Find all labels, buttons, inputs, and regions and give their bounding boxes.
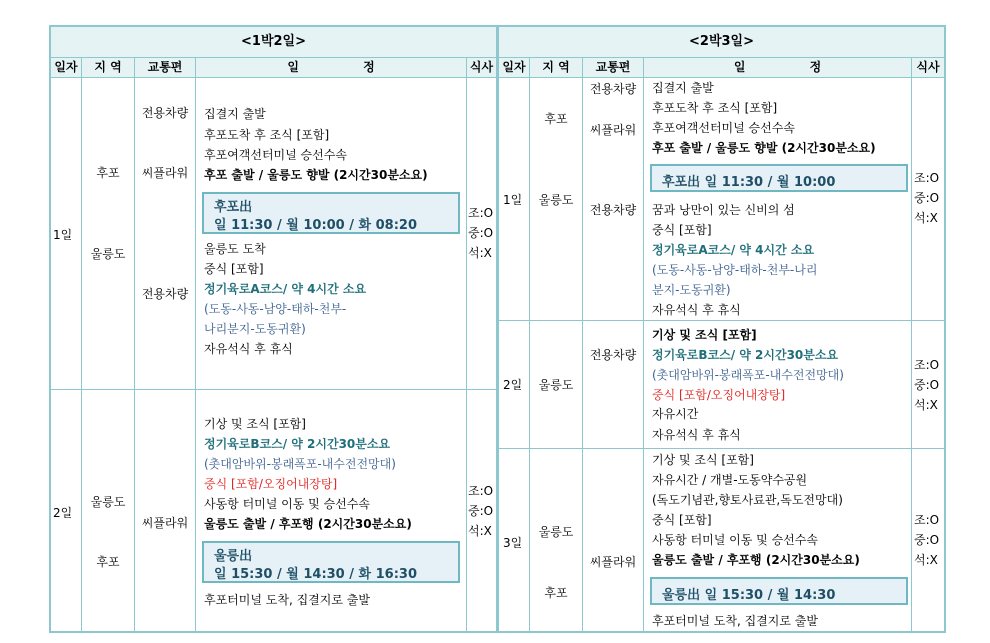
itinerary-line: 정기육로B코스/ 약 2시간30분소요 [652, 348, 839, 362]
itinerary-line: 분지-도동귀환) [652, 283, 731, 297]
meal-label: 조:O [914, 171, 940, 185]
return-schedule-times: 일 15:30 / 월 14:30 / 화 16:30 [214, 567, 417, 582]
itinerary-line: 자유시간 [652, 407, 699, 421]
departure-schedule-title: 후포出 [214, 200, 253, 215]
region-label: 후포 [96, 555, 120, 569]
header-day: 일자 [499, 58, 529, 77]
meal-label: 석:X [468, 246, 492, 260]
itinerary-line: 집결지 출발 [652, 81, 714, 95]
transport-label: 전용차량 [589, 82, 637, 96]
itinerary-line: 집결지 출발 [204, 107, 266, 121]
meal-label: 석:X [914, 398, 938, 412]
divider [134, 58, 135, 631]
meal-label: 조:O [914, 358, 940, 372]
header-day: 일자 [51, 58, 81, 77]
divider [51, 389, 496, 390]
region-label: 울릉도 [538, 193, 574, 207]
departure-schedule-times: 후포出 일 11:30 / 월 10:00 [662, 175, 836, 190]
divider [499, 77, 944, 78]
itinerary-line: (도동-사동-남양-태하-천부-나리 [652, 263, 818, 277]
itinerary-line: 정기육로B코스/ 약 2시간30분소요 [204, 437, 391, 451]
meal-label: 석:X [914, 211, 938, 225]
divider [911, 58, 912, 631]
itinerary-line: 후포여객선터미널 승선수속 [652, 121, 795, 135]
region-label: 울릉도 [538, 378, 574, 392]
header-region: 지 역 [530, 58, 582, 77]
transport-label: 씨플라워 [589, 555, 637, 569]
itinerary-line: 중식 [포함] [204, 262, 264, 276]
meal-label: 중:O [468, 226, 494, 240]
itinerary-line: 사동항 터미널 이동 및 승선수속 [204, 497, 370, 511]
header-meal: 식사 [467, 58, 496, 77]
itinerary-line: 후포터미널 도착, 집결지로 출발 [204, 593, 370, 607]
meal-label: 중:O [914, 533, 940, 547]
region-label: 울릉도 [90, 247, 126, 261]
itinerary-line: 사동항 터미널 이동 및 승선수속 [652, 533, 818, 547]
region-label: 울릉도 [538, 525, 574, 539]
divider [499, 320, 944, 321]
header-itinerary: 일 정 [196, 58, 466, 77]
itinerary-line: 후포도착 후 조식 [포함] [652, 101, 778, 115]
meal-label: 조:O [468, 484, 494, 498]
itinerary-line: 자유석식 후 휴식 [652, 428, 741, 442]
itinerary-line: 나리분지-도동귀환) [204, 322, 306, 336]
meal-label: 조:O [914, 513, 940, 527]
divider [529, 58, 530, 631]
transport-label: 전용차량 [141, 287, 189, 301]
header-meal: 식사 [912, 58, 944, 77]
header-transport: 교통편 [583, 58, 643, 77]
transport-label: 전용차량 [141, 106, 189, 120]
departure-schedule-box [650, 164, 908, 192]
transport-label: 씨플라워 [141, 516, 189, 530]
left-table-title: <1박2일> [51, 27, 496, 57]
itinerary-line: 정기육로A코스/ 약 4시간 소요 [652, 243, 815, 257]
itinerary-line: 후포여객선터미널 승선수속 [204, 148, 347, 162]
itinerary-line: 중식 [포함] [652, 223, 712, 237]
divider [51, 77, 496, 78]
return-schedule-times: 울릉出 일 15:30 / 월 14:30 [662, 588, 836, 603]
itinerary-line: 후포 출발 / 울릉도 향발 (2시간30분소요) [652, 141, 876, 155]
itinerary-line: (독도기념관,향토사료관,독도전망대) [652, 493, 843, 507]
region-label: 후포 [544, 112, 568, 126]
itinerary-line: 울릉도 출발 / 후포행 (2시간30분소요) [204, 517, 412, 531]
meal-label: 석:X [914, 553, 938, 567]
meal-label: 중:O [468, 504, 494, 518]
itinerary-line: 후포터미널 도착, 집결지로 출발 [652, 614, 818, 628]
return-schedule-box [650, 577, 908, 605]
divider [499, 448, 944, 449]
region-label: 후포 [96, 166, 120, 180]
itinerary-line: (도동-사동-남양-태하-천부- [204, 302, 347, 316]
meal-label: 중:O [914, 191, 940, 205]
divider [195, 58, 196, 631]
return-schedule-box [202, 541, 460, 583]
itinerary-line: 기상 및 조식 [포함] [652, 453, 754, 467]
itinerary-line: 기상 및 조식 [포함] [204, 417, 306, 431]
divider [643, 58, 644, 631]
departure-schedule-times: 일 11:30 / 월 10:00 / 화 08:20 [214, 218, 417, 233]
itinerary-line: (촛대암바위-봉래폭포-내수전전망대) [204, 457, 396, 471]
itinerary-line: 자유석식 후 휴식 [652, 303, 741, 317]
meal-label: 조:O [468, 206, 494, 220]
day-label: 1일 [53, 228, 73, 242]
day-label: 3일 [503, 536, 523, 550]
meal-label: 석:X [468, 524, 492, 538]
right-table-title: <2박3일> [499, 27, 944, 57]
itinerary-line: 울릉도 도착 [204, 242, 266, 256]
day-label: 1일 [503, 193, 523, 207]
divider [582, 58, 583, 631]
transport-label: 씨플라워 [589, 123, 637, 137]
itinerary-line: 후포도착 후 조식 [포함] [204, 128, 330, 142]
itinerary-line: 중식 [포함/오징어내장탕] [204, 477, 338, 491]
departure-schedule-box [202, 192, 460, 234]
return-schedule-title: 울릉出 [214, 549, 253, 564]
itinerary-line: 중식 [포함/오징어내장탕] [652, 388, 786, 402]
itinerary-line: 꿈과 낭만이 있는 신비의 섬 [652, 203, 795, 217]
transport-label: 전용차량 [589, 348, 637, 362]
itinerary-line: 자유석식 후 휴식 [204, 342, 293, 356]
divider [81, 58, 82, 631]
header-region: 지 역 [82, 58, 134, 77]
itinerary-line: (촛대암바위-봉래폭포-내수전전망대) [652, 368, 844, 382]
itinerary-line: 울릉도 출발 / 후포행 (2시간30분소요) [652, 553, 860, 567]
itinerary-line: 후포 출발 / 울릉도 향발 (2시간30분소요) [204, 168, 428, 182]
divider [466, 58, 467, 631]
transport-label: 씨플라워 [141, 166, 189, 180]
transport-label: 전용차량 [589, 203, 637, 217]
itinerary-line: 기상 및 조식 [포함] [652, 328, 757, 342]
itinerary-line: 정기육로A코스/ 약 4시간 소요 [204, 282, 367, 296]
header-itinerary: 일 정 [644, 58, 911, 77]
day-label: 2일 [53, 506, 73, 520]
header-transport: 교통편 [135, 58, 195, 77]
itinerary-line: 중식 [포함] [652, 513, 712, 527]
day-label: 2일 [503, 378, 523, 392]
itinerary-line: 자유시간 / 개별-도동약수공원 [652, 473, 808, 487]
meal-label: 중:O [914, 378, 940, 392]
region-label: 후포 [544, 586, 568, 600]
region-label: 울릉도 [90, 495, 126, 509]
